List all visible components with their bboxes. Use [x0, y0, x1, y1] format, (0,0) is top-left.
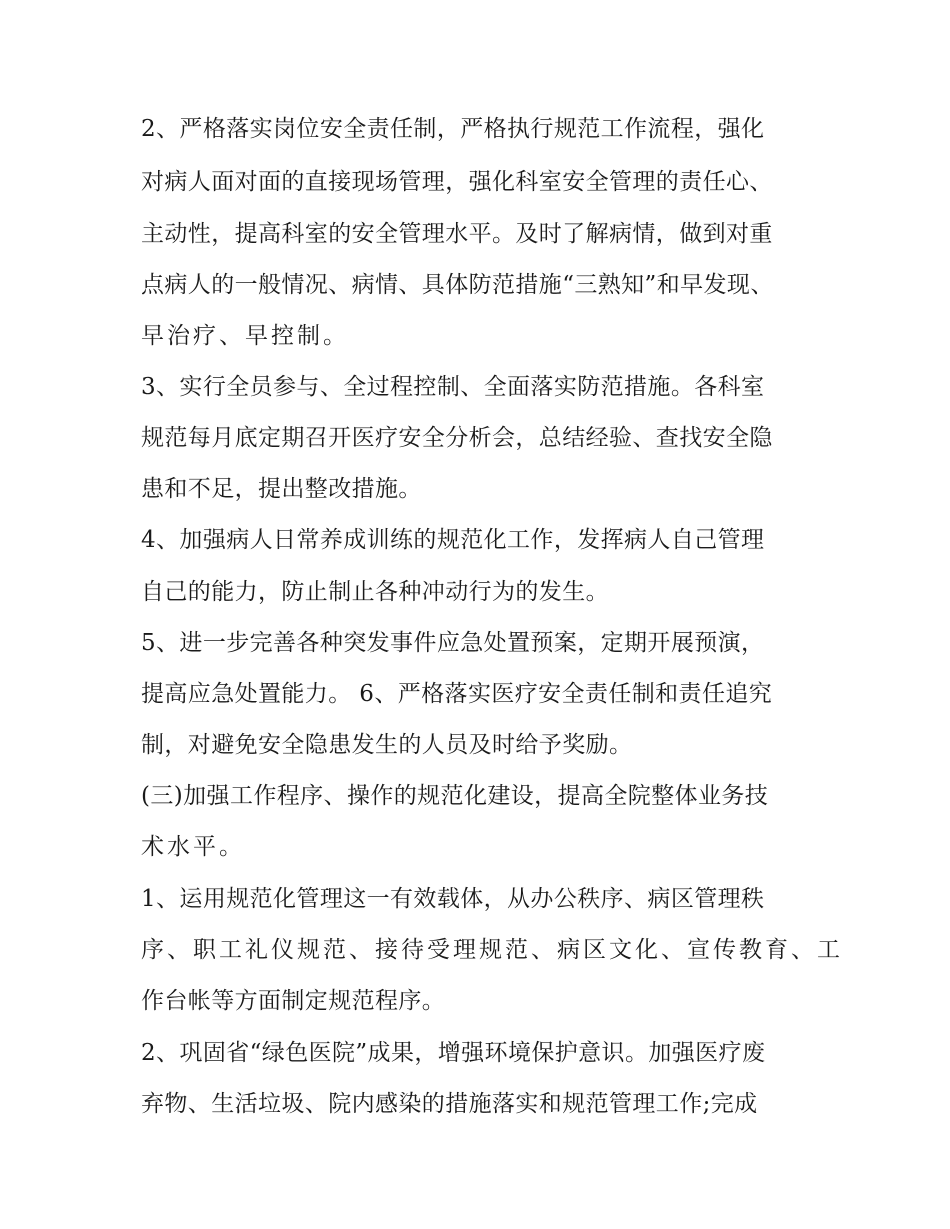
text-line: 对病人面对面的直接现场管理，强化科室安全管理的责任心、 [141, 169, 773, 195]
text-line: 术水平。 [141, 834, 245, 860]
text-line: 3、实行全员参与、全过程控制、全面落实防范措施。各科室 [141, 374, 765, 400]
text-line: 2、严格落实岗位安全责任制，严格执行规范工作流程，强化 [141, 116, 765, 142]
text-line: 5、进一步完善各种突发事件应急处置预案，定期开展预演， [141, 630, 765, 656]
text-line: 制，对避免安全隐患发生的人员及时给予奖励。 [141, 732, 633, 758]
text-line: 作台帐等方面制定规范程序。 [141, 988, 446, 1014]
text-line: 序、职工礼仪规范、接待受理规范、病区文化、宣传教育、工 [141, 937, 843, 963]
text-line: 4、加强病人日常养成训练的规范化工作，发挥病人自己管理 [141, 527, 765, 553]
text-line: 早治疗、早控制。 [141, 323, 349, 349]
text-line: 规范每月底定期召开医疗安全分析会，总结经验、查找安全隐 [141, 425, 773, 451]
text-line: 1、运用规范化管理这一有效载体，从办公秩序、病区管理秩 [141, 886, 765, 912]
text-line: 2、巩固省“绿色医院”成果，增强环境保护意识。加强医疗废 [141, 1040, 766, 1066]
text-line: 提高应急处置能力。 6、严格落实医疗安全责任制和责任追究 [141, 681, 773, 707]
text-line: 患和不足，提出整改措施。 [141, 476, 422, 502]
text-line: 主动性，提高科室的安全管理水平。及时了解病情，做到对重 [141, 221, 773, 247]
text-line: (三)加强工作程序、操作的规范化建设，提高全院整体业务技 [141, 783, 769, 809]
text-line: 自己的能力，防止制止各种冲动行为的发生。 [141, 579, 609, 605]
text-line: 点病人的一般情况、病情、具体防范措施“三熟知”和早发现、 [141, 272, 774, 298]
text-line: 弃物、生活垃圾、院内感染的措施落实和规范管理工作;完成 [141, 1091, 758, 1117]
